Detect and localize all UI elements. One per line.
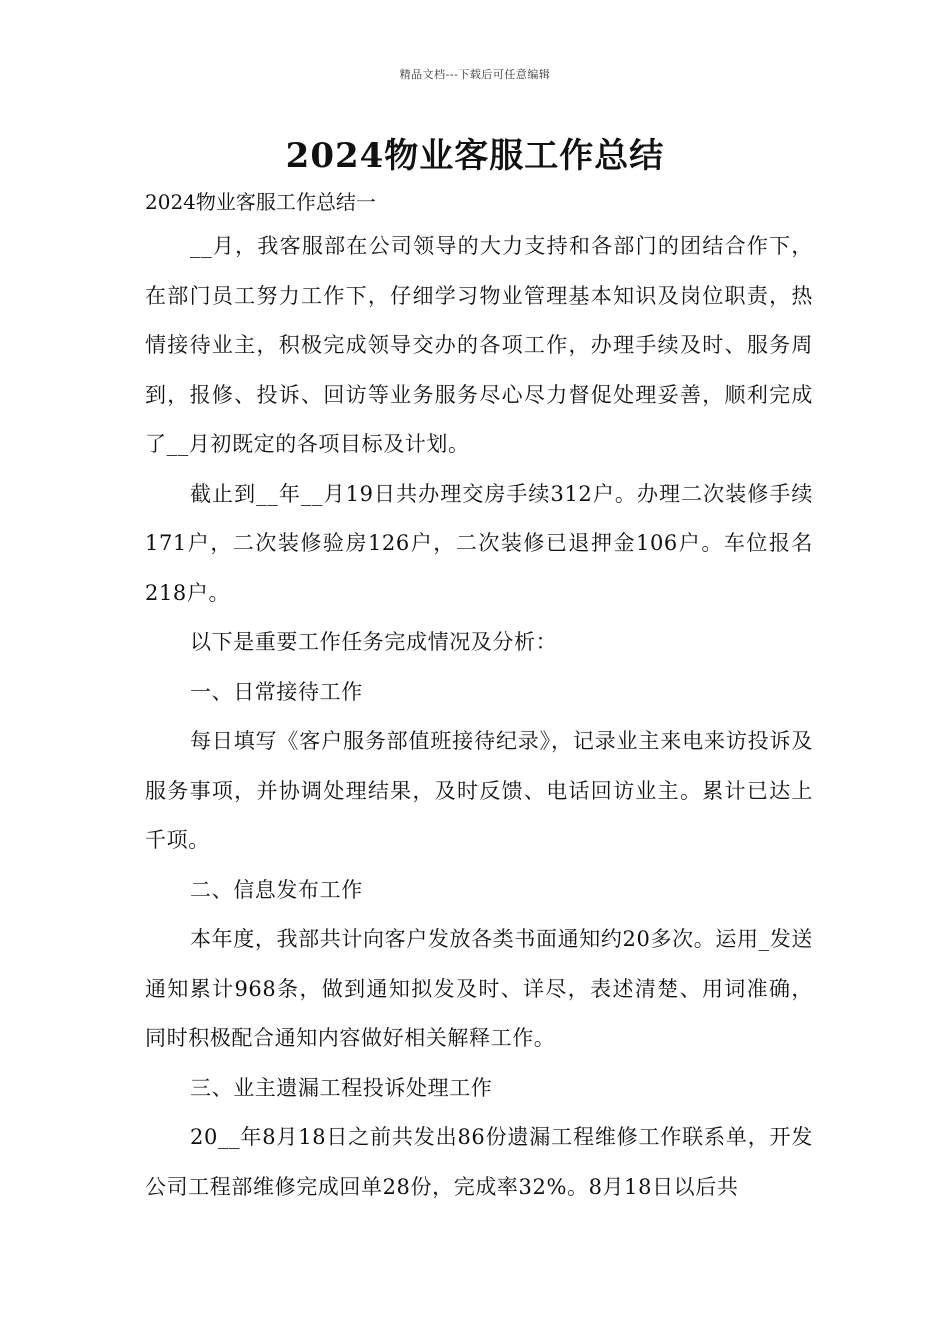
paragraph-reception: 每日填写《客户服务部值班接待纪录》，记录业主来电来访投诉及服务事项，并协调处理结果，及时反馈、电话回访业主。累计已达上千项。 (145, 729, 813, 852)
section-heading-2: 二、信息发布工作 (190, 877, 363, 902)
paragraph-notices: 本年度，我部共计向客户发放各类书面通知约20多次。运用_发送通知累计968条，做到通知拟发及时、详尽，表述清楚、用词准确，同时积极配合通知内容做好相关解释工作。 (145, 927, 813, 1050)
document-body (145, 222, 813, 1212)
section-heading-1: 一、日常接待工作 (190, 679, 363, 704)
paragraph-statistics: 截止到__年__月19日共办理交房手续312户。办理二次装修手续171户，二次装修验房126户，二次装修已退押金106户。车位报名218户。 (145, 481, 813, 605)
section-heading-3: 三、业主遗漏工程投诉处理工作 (190, 1075, 493, 1100)
header-note: 精品文档---下载后可任意编辑 (399, 68, 551, 81)
paragraph-overview: 以下是重要工作任务完成情况及分析： (190, 630, 558, 654)
paragraph-repairs: 20__年8月18日之前共发出86份遗漏工程维修工作联系单，开发公司工程部维修完成回单28份，完成率32%。8月18日以后共 (145, 1125, 813, 1199)
document-title: 2024物业客服工作总结 (285, 136, 665, 176)
document-subtitle: 2024物业客服工作总结一 (145, 190, 376, 214)
paragraph-intro: __月，我客服部在公司领导的大力支持和各部门的团结合作下，在部门员工努力工作下，仔细学习物业管理基本知识及岗位职责，热情接待业主，积极完成领导交办的各项工作，办理手续及时、服务周到，报修、投诉、回访等业务服务尽心尽力督促处理妥善，顺利完成了__月初既定的各项目标及计划。 (145, 234, 813, 456)
